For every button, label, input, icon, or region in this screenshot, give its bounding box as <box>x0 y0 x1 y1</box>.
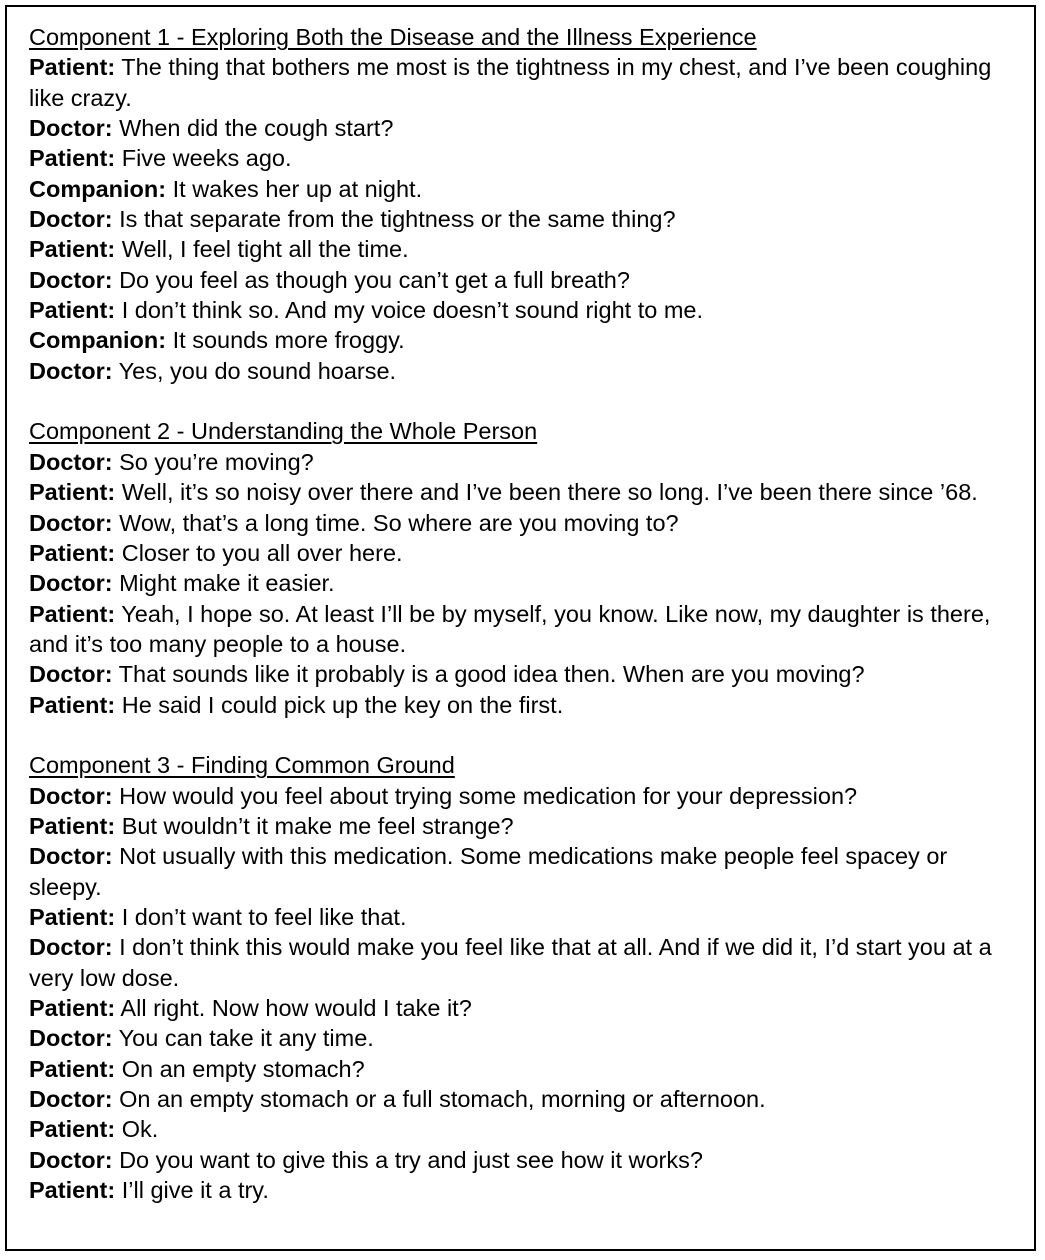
dialogue-line <box>29 1114 1019 1144</box>
utterance-text: All right. Now how would I take it? <box>115 995 472 1021</box>
utterance-text: That sounds like it probably is a good idea then. When are you moving? <box>112 661 865 688</box>
utterance-text: Well, I feel tight all the time. <box>115 236 409 263</box>
dialogue-line <box>29 325 1019 355</box>
speaker-label: Doctor: <box>29 570 113 597</box>
dialogue-line <box>29 477 1019 507</box>
dialogue-line <box>29 781 1019 811</box>
dialogue-line <box>29 265 1019 295</box>
speaker-label: Doctor: <box>29 509 113 536</box>
utterance-text: Well, it’s so noisy over there and I’ve been there so long. I’ve been there since ’68. <box>115 479 978 506</box>
utterance-text: Do you feel as though you can’t get a full breath? <box>112 266 630 293</box>
dialogue-line <box>29 599 1019 660</box>
dialogue-line <box>29 52 1019 113</box>
speaker-label: Doctor: <box>29 357 113 384</box>
speaker-label: Doctor: <box>29 266 113 293</box>
speaker-label: Patient: <box>29 812 116 839</box>
utterance-text: How would you feel about trying some medication for your depression? <box>112 782 858 809</box>
utterance-text: Yes, you do sound hoarse. <box>112 357 397 384</box>
dialogue-line <box>29 447 1019 477</box>
speaker-label: Patient: <box>29 1055 116 1082</box>
utterance-text: Yeah, I hope so. At least I’ll be by myself, you know. Like now, my daughter is there, and it’s too many people to a house. <box>29 600 991 657</box>
dialogue-line <box>29 659 1019 689</box>
speaker-label: Doctor: <box>29 206 113 233</box>
dialogue-line <box>29 234 1019 264</box>
section-heading: Component 1 - Exploring Both the Disease and the Illness Experience <box>29 24 757 50</box>
dialogue-line <box>29 902 1019 932</box>
speaker-label: Doctor: <box>29 843 113 870</box>
dialogue-line <box>29 690 1019 720</box>
speaker-label: Patient: <box>29 479 116 506</box>
dialogue-line <box>29 932 1019 993</box>
speaker-label: Doctor: <box>29 934 113 961</box>
utterance-text: It sounds more froggy. <box>166 327 405 354</box>
utterance-text: He said I could pick up the key on the first. <box>115 691 564 718</box>
dialogue-line <box>29 356 1019 386</box>
utterance-text: Ok. <box>115 1116 159 1143</box>
utterance-text: Might make it easier. <box>112 570 335 597</box>
section-heading: Component 3 - Finding Common Ground <box>29 752 455 779</box>
speaker-label: Doctor: <box>29 661 113 688</box>
component-section <box>29 750 1019 1205</box>
utterance-text: On an empty stomach or a full stomach, morning or afternoon. <box>112 1086 766 1113</box>
dialogue-line <box>29 508 1019 538</box>
dialogue-line <box>29 993 1019 1023</box>
component-section <box>29 22 1019 386</box>
utterance-text: Is that separate from the tightness or the same thing? <box>112 206 676 233</box>
speaker-label: Patient: <box>29 691 116 718</box>
utterance-text: Not usually with this medication. Some medications make people feel spacey or sleepy. <box>29 843 948 900</box>
utterance-text: It wakes her up at night. <box>166 175 423 202</box>
speaker-label: Patient: <box>29 539 116 566</box>
utterance-text: But wouldn’t it make me feel strange? <box>115 812 514 839</box>
dialogue-line <box>29 204 1019 234</box>
dialogue-line <box>29 1145 1019 1175</box>
dialogue-line <box>29 143 1019 173</box>
dialogue-line <box>29 1023 1019 1053</box>
speaker-label: Doctor: <box>29 115 113 142</box>
speaker-label: Patient: <box>29 297 116 324</box>
utterance-text: I don’t think so. And my voice doesn’t sound right to me. <box>115 297 704 324</box>
speaker-label: Doctor: <box>29 448 113 475</box>
dialogue-line <box>29 811 1019 841</box>
dialogue-line <box>29 1175 1019 1205</box>
dialogue-line <box>29 295 1019 325</box>
utterance-text: On an empty stomach? <box>115 1055 365 1082</box>
component-section <box>29 416 1019 719</box>
speaker-label: Companion: <box>29 175 167 202</box>
dialogue-content <box>29 22 1019 1205</box>
dialogue-box <box>5 5 1036 1251</box>
section-heading: Component 2 - Understanding the Whole Person <box>29 418 538 445</box>
dialogue-line <box>29 113 1019 143</box>
utterance-text: Closer to you all over here. <box>115 539 403 566</box>
utterance-text: So you’re moving? <box>112 448 314 475</box>
speaker-label: Patient: <box>29 54 116 81</box>
speaker-label: Patient: <box>29 903 116 930</box>
dialogue-line <box>29 174 1019 204</box>
speaker-label: Patient: <box>29 995 116 1021</box>
speaker-label: Doctor: <box>29 1146 113 1173</box>
dialogue-line <box>29 568 1019 598</box>
speaker-label: Doctor: <box>29 1025 113 1052</box>
dialogue-line <box>29 841 1019 902</box>
speaker-label: Companion: <box>29 327 167 354</box>
utterance-text: I’ll give it a try. <box>115 1177 269 1204</box>
speaker-label: Doctor: <box>29 1086 113 1113</box>
utterance-text: I don’t think this would make you feel like that at all. And if we did it, I’d start you at a very low dose. <box>29 934 992 991</box>
utterance-text: You can take it any time. <box>112 1025 374 1052</box>
utterance-text: The thing that bothers me most is the tightness in my chest, and I’ve been coughing like crazy. <box>29 54 992 111</box>
utterance-text: Five weeks ago. <box>115 145 292 172</box>
dialogue-line <box>29 1084 1019 1114</box>
speaker-label: Patient: <box>29 1177 116 1204</box>
speaker-label: Patient: <box>29 236 116 263</box>
utterance-text: I don’t want to feel like that. <box>115 903 407 930</box>
speaker-label: Patient: <box>29 600 116 627</box>
dialogue-line <box>29 538 1019 568</box>
speaker-label: Patient: <box>29 1116 116 1143</box>
speaker-label: Patient: <box>29 145 116 172</box>
speaker-label: Doctor: <box>29 782 113 809</box>
utterance-text: When did the cough start? <box>112 115 394 142</box>
dialogue-line <box>29 1054 1019 1084</box>
utterance-text: Wow, that’s a long time. So where are you moving to? <box>112 509 679 536</box>
utterance-text: Do you want to give this a try and just see how it works? <box>112 1146 703 1173</box>
